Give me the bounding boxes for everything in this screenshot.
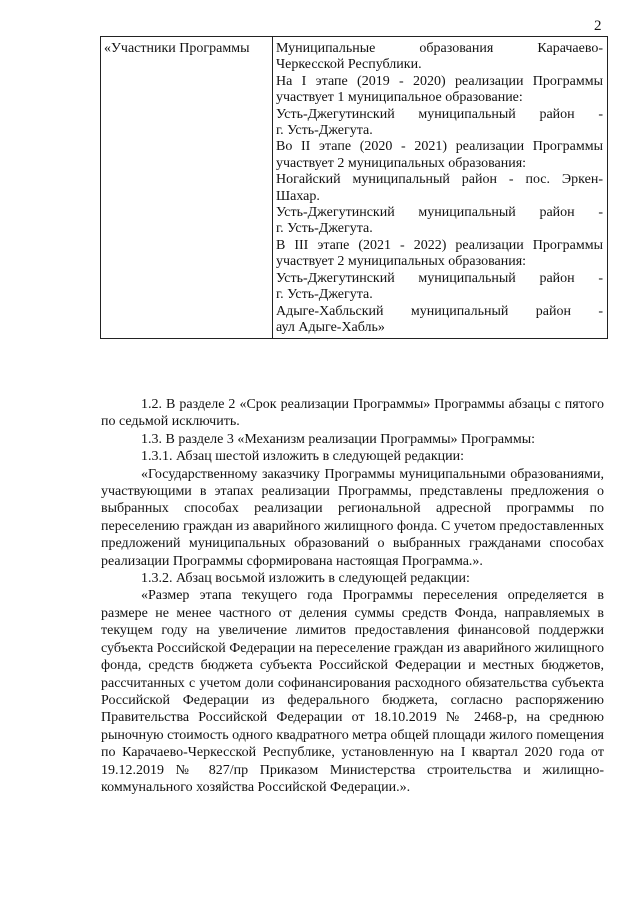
table-line: Усть-Джегутинский муниципальный район -	[276, 205, 603, 221]
table-line: Ногайский муниципальный район - пос. Эркен-	[276, 172, 603, 188]
table-line: Усть-Джегутинский муниципальный район -	[276, 270, 603, 286]
quoted-paragraph-6: «Государственному заказчику Программы муниципальными образованиями, участвующими в этапах реализации Программы, представлены предложения о выбранных способах реализации региональной адресной программы по переселению граждан из аварийного жилищного фонда. С учетом предоставленных предложений муниципальных образований о выбранных гражданами способах реализации Программы сформирована настоящая Программа.».	[101, 466, 604, 569]
paragraph-1-3-1: 1.3.1. Абзац шестой изложить в следующей редакции:	[141, 449, 465, 465]
paragraph-1-2: 1.2. В разделе 2 «Срок реализации Программы» Программы абзацы с пятого по седьмой исключить.	[101, 397, 604, 430]
quoted-paragraph-8: «Размер этапа текущего года Программы переселения определяется в размере не менее частного от деления суммы средств Фонда, направляемых в текущем году на увеличение лимитов предоставления финансовой поддержки субъекта Российской Федерации на переселение граждан из аварийного жилищного фонда, средств бюджета субъекта Российской Федерации и местных бюджетов, рассчитанных с учетом доли софинансирования расходного обязательства субъекта Российской Федерации из федерального бюджета, согласно распоряжению Правительства Российской Федерации от 18.10.2019 № 2468-р, на среднюю рыночную стоимость одного квадратного метра общей площади жилого помещения по Карачаево-Черкесской Республике, установленную на I квартал 2020 года от 19.12.2019 № 827/пр Приказом Министерства строительства и жилищно-коммунального хозяйства Российской Федерации.».	[101, 588, 604, 795]
table-line: г. Усть-Джегута.	[276, 221, 373, 237]
program-participants-table	[100, 36, 608, 339]
table-line: г. Усть-Джегута.	[276, 123, 373, 139]
table-line: участвует 1 муниципальное образование:	[276, 90, 523, 106]
table-line: Усть-Джегутинский муниципальный район -	[276, 106, 603, 122]
table-line: На I этапе (2019 - 2020) реализации Программы	[276, 73, 603, 89]
paragraph-1-3: 1.3. В разделе 3 «Механизм реализации Программы» Программы:	[141, 431, 536, 447]
table-line: Муниципальные образования Карачаево-	[276, 41, 603, 56]
table-line: г. Усть-Джегута.	[276, 287, 373, 303]
paragraph-1-3-2: 1.3.2. Абзац восьмой изложить в следующей редакции:	[141, 571, 470, 587]
table-line: Адыге-Хабльский муниципальный район -	[276, 303, 603, 319]
table-line: участвует 2 муниципальных образования:	[276, 155, 527, 171]
table-line: Черкесской Республики.	[276, 57, 422, 73]
participants-content-cell	[273, 37, 608, 339]
table-line: Во II этапе (2020 - 2021) реализации Программы	[276, 139, 603, 155]
table-line: Шахар.	[276, 188, 320, 204]
amendments-text	[101, 396, 604, 796]
table-line: участвует 2 муниципальных образования:	[276, 254, 527, 270]
participants-label-cell: «Участники Программы	[101, 37, 273, 339]
table-line: В III этапе (2021 - 2022) реализации Программы	[276, 237, 603, 253]
table-line: аул Адыге-Хабль»	[276, 319, 385, 335]
page-number: 2	[594, 18, 602, 34]
table-row	[101, 37, 608, 339]
